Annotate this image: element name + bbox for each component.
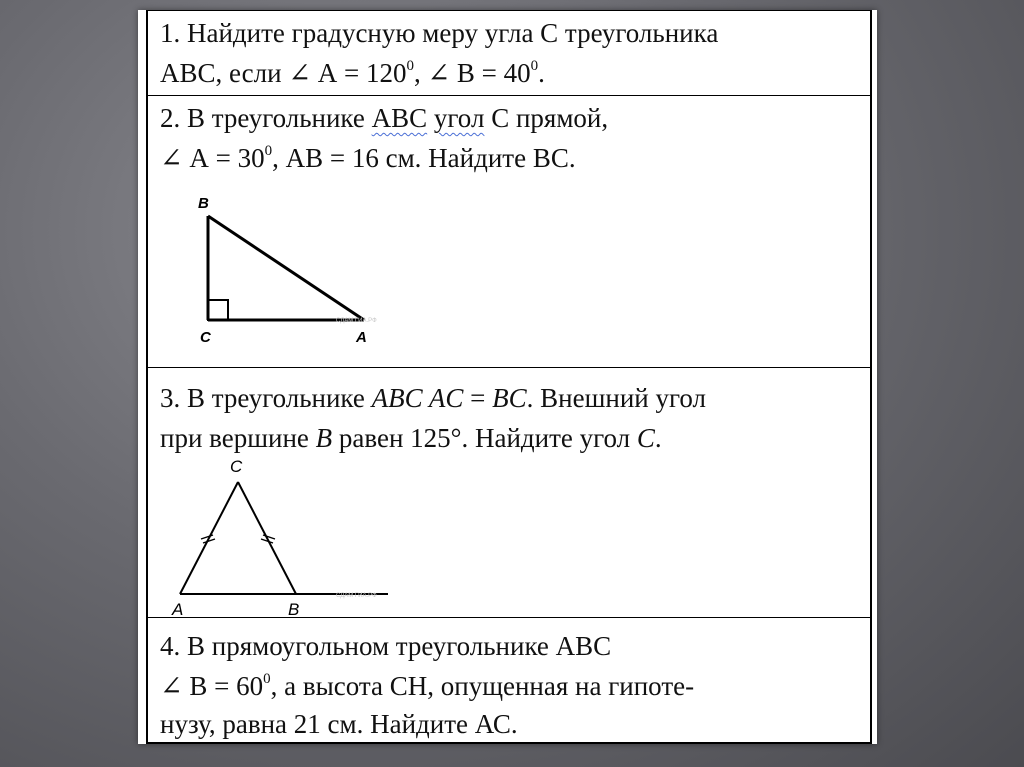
degree-mark: 0 [263,671,271,687]
text-fragment: АВС, если [160,58,282,88]
text-fragment: B [315,423,333,453]
watermark: СДАМ ГИА.РФ [336,593,377,599]
problem-number: 3. [160,383,181,413]
angle-symbol: ∠ [288,58,311,88]
spellcheck-underlined-text: угол [433,103,485,133]
spellcheck-underlined-text: АВС [371,103,428,133]
text-fragment: C [636,423,655,453]
text-fragment: при вершине [160,423,309,453]
problem-1-line-1 [160,17,718,49]
text-fragment: В треугольнике [187,103,365,133]
problem-3-line-1 [160,382,706,414]
problem-4-line-3 [160,708,518,740]
text-fragment: В треугольнике [187,383,365,413]
vertex-label-b: B [288,600,300,618]
text-fragment: = [470,383,486,413]
problem-2 [146,96,872,368]
text-fragment: равен 125°. Найдите угол [338,423,631,453]
angle-a-value: А = 30 [189,143,265,173]
text-fragment: . [538,58,545,88]
right-triangle-figure [178,190,428,350]
problem-number: 1. [160,18,181,48]
problem-3 [146,368,872,618]
angle-a-value: А = 120 [317,58,407,88]
text-fragment: . [654,423,662,453]
angle-b-value: В = 40 [456,58,531,88]
text-fragment: В прямоугольном треугольнике АВС [187,631,612,661]
angle-symbol: ∠ [427,58,451,88]
degree-mark: 0 [406,58,414,74]
degree-mark: 0 [264,143,273,159]
vertex-label-b: B [198,195,209,212]
text-fragment: , а высота СН, опущенная на гипоте- [270,671,695,701]
watermark: СДАМ ГИА.РФ [336,318,377,324]
text-fragment: нузу, равна 21 см. Найдите АС. [160,709,518,739]
text-fragment: , [413,58,421,88]
isosceles-triangle-figure [158,452,408,618]
problem-1 [146,10,872,96]
vertex-label-a: A [356,329,367,346]
problem-number: 4. [160,631,181,661]
text-fragment: , АВ = 16 см. Найдите ВС. [272,143,576,173]
problem-4-line-1 [160,630,611,662]
text-fragment: С прямой, [491,103,609,133]
degree-mark: 0 [530,58,539,74]
right-triangle [208,216,364,320]
text-fragment: ABC AC [371,383,464,413]
angle-symbol: ∠ [160,143,183,173]
vertex-label-c: C [200,329,211,346]
equal-side-tick-marks [201,535,275,543]
vertex-label-c: C [230,457,243,476]
problem-3-line-2 [160,422,662,454]
angle-symbol: ∠ [160,671,183,701]
text-fragment: BC [492,383,527,413]
vertex-label-a: A [172,600,184,618]
worksheet [138,10,877,744]
problem-number: 2. [160,103,181,133]
problem-1-line-2 [160,57,545,89]
problem-2-line-1 [160,102,608,134]
right-angle-mark [208,300,228,320]
isosceles-triangle [180,482,388,594]
text-fragment: . Внешний угол [526,383,706,413]
problem-4 [146,618,872,744]
problem-4-line-2 [160,670,694,702]
angle-b-value: В = 60 [189,671,264,701]
problem-1-text: Найдите градусную меру угла С треугольника [187,18,719,48]
problem-2-line-2 [160,142,576,174]
